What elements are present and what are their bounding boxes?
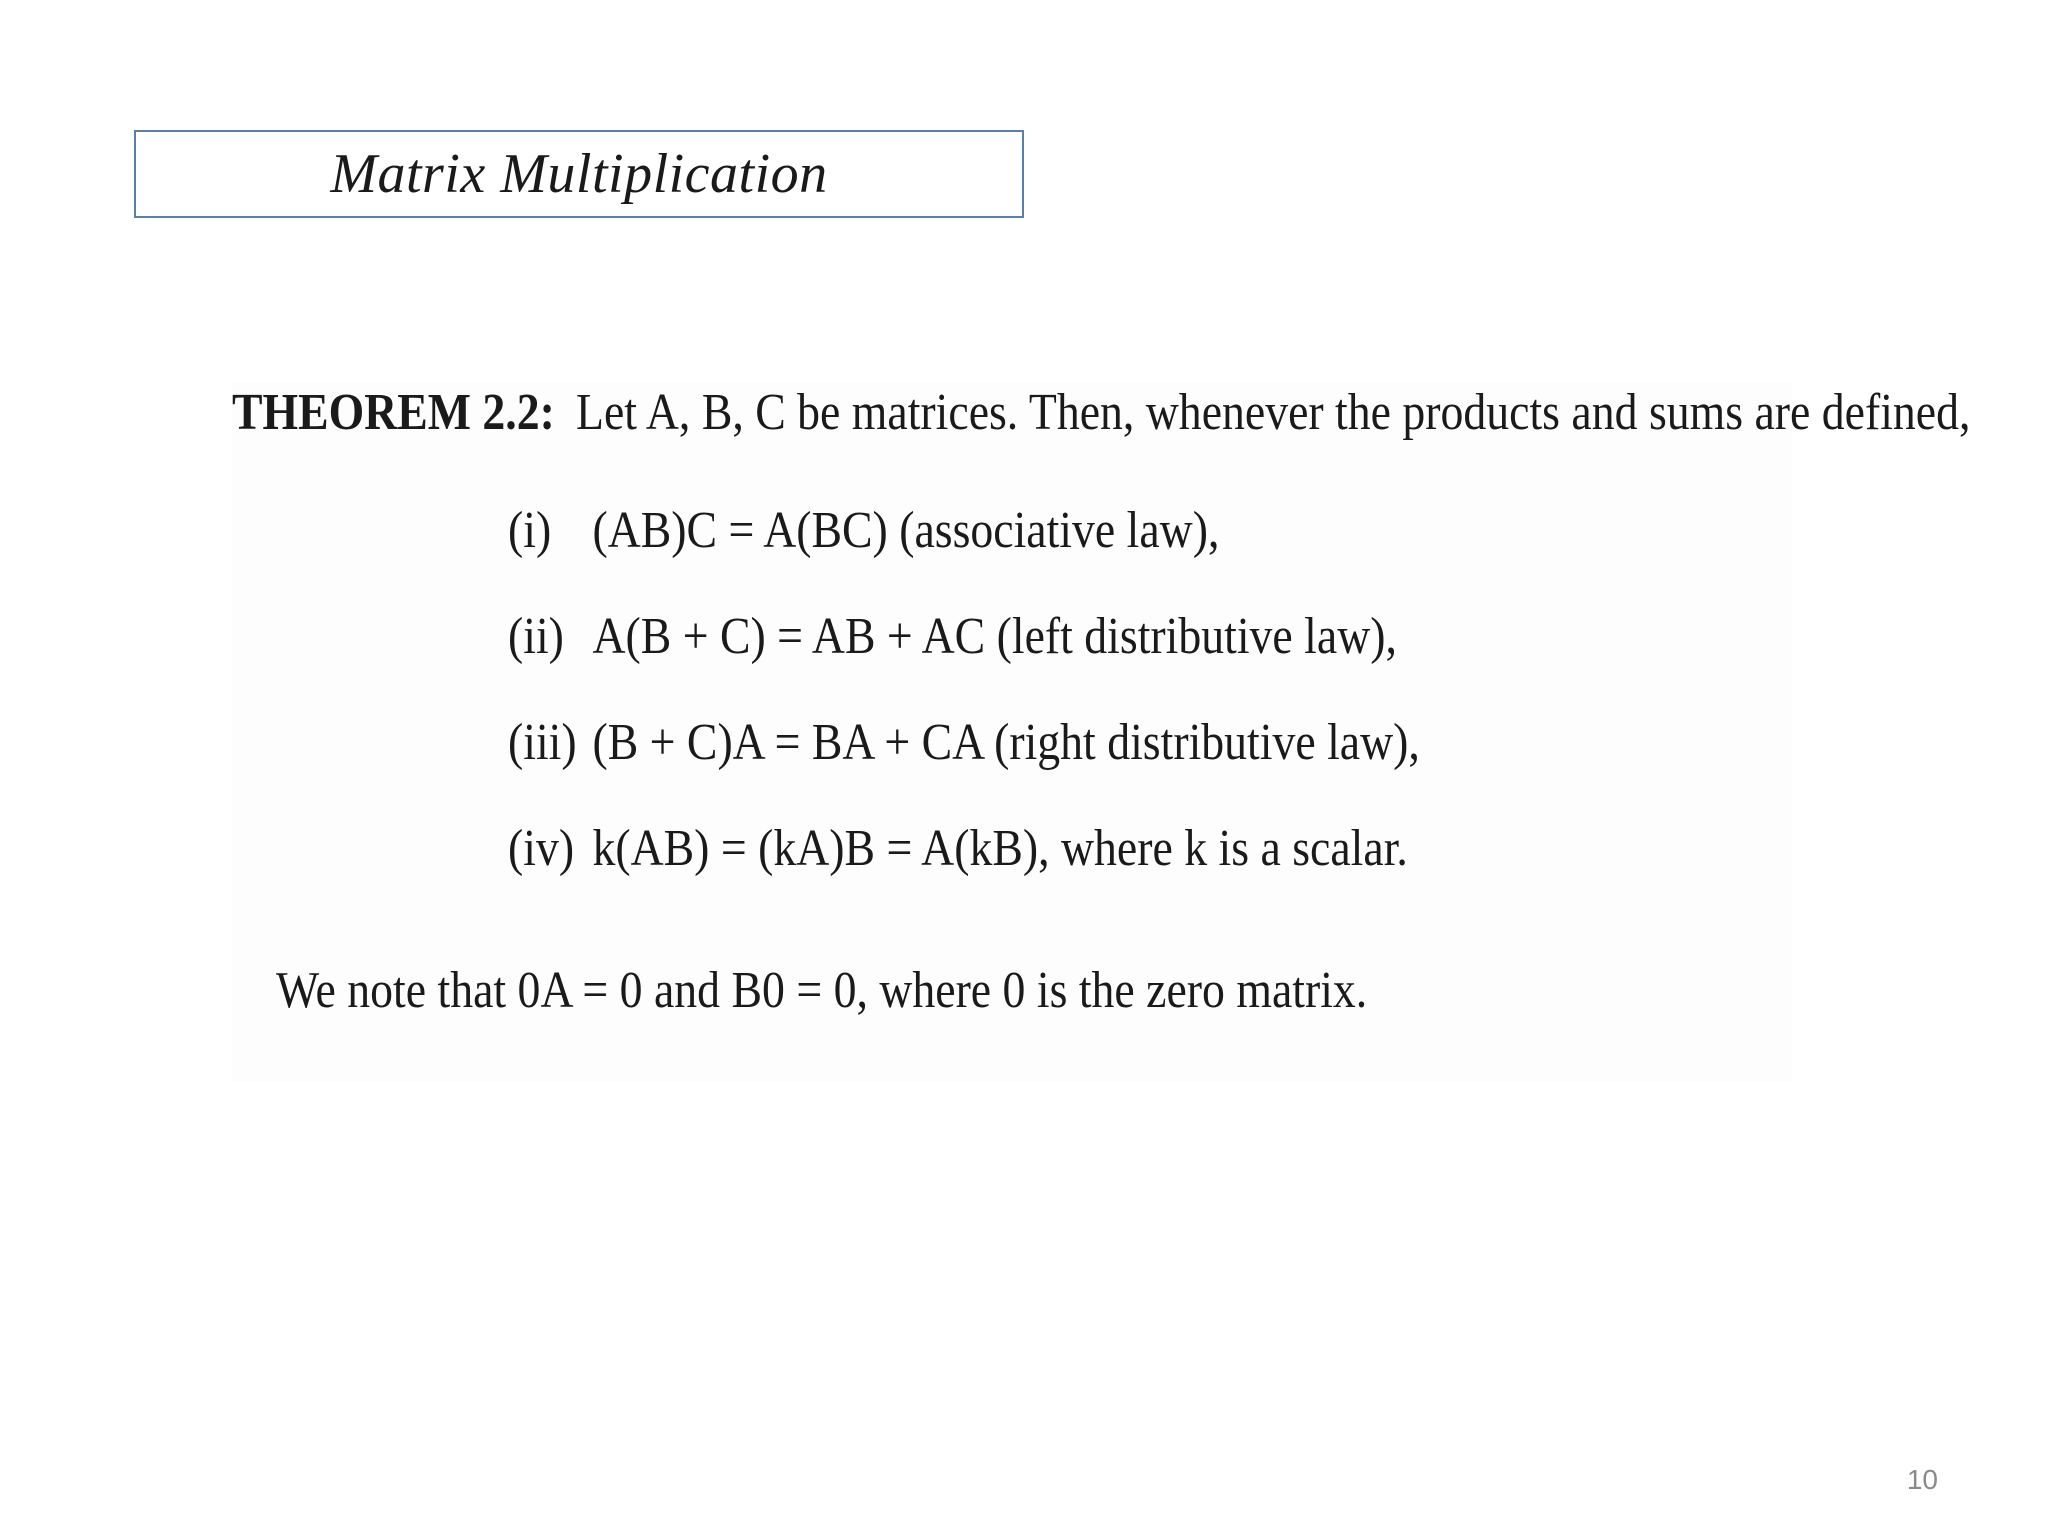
theorem-item — [508, 500, 1219, 562]
item-number: (iii) — [508, 714, 577, 771]
theorem-heading-line — [232, 382, 1971, 444]
theorem-item — [508, 712, 1420, 774]
theorem-item — [508, 606, 1397, 668]
theorem-image-region — [232, 382, 1971, 1082]
slide-title: Matrix Multiplication — [330, 143, 828, 205]
item-text: (B + C)A = BA + CA (right distributive law), — [592, 714, 1420, 771]
item-text: k(AB) = (kA)B = A(kB), where k is a scalar. — [592, 820, 1408, 877]
theorem-label: THEOREM 2.2: — [232, 384, 555, 441]
item-number: (i) — [508, 502, 552, 559]
item-text: A(B + C) = AB + AC (left distributive law), — [592, 608, 1397, 665]
title-box — [134, 130, 1024, 218]
theorem-intro: Let A, B, C be matrices. Then, whenever the products and sums are defined, — [575, 384, 1971, 441]
item-text: (AB)C = A(BC) (associative law), — [592, 502, 1220, 559]
item-number: (ii) — [508, 608, 564, 665]
item-number: (iv) — [508, 820, 575, 877]
theorem-note: We note that 0A = 0 and B0 = 0, where 0 is the zero matrix. — [276, 962, 1368, 1019]
theorem-item — [508, 818, 1408, 880]
page-number: 10 — [1906, 1464, 1938, 1495]
